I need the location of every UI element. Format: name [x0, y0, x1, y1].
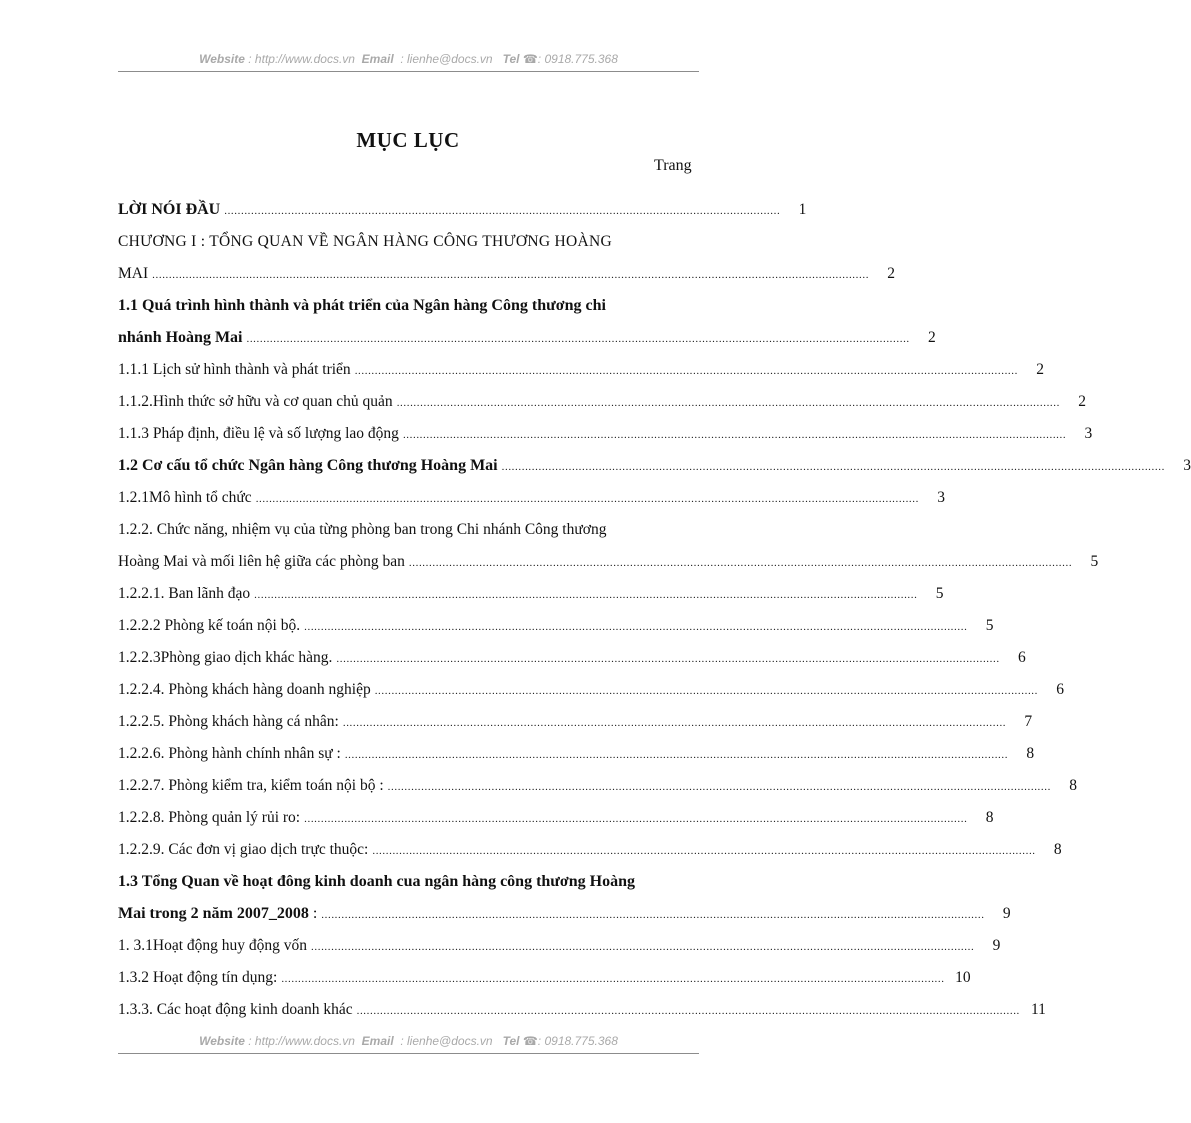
toc-entry-page: 8 [1069, 777, 1077, 794]
tel-value: : 0918.775.368 [537, 1034, 618, 1048]
toc-leader-dots: ...................................................................................................................................................................................................... [372, 845, 1036, 857]
toc-entry-text: 1.3 Tổng Quan về hoạt đông kinh doanh cua ngân hàng công thương Hoàng [118, 873, 636, 890]
toc-entry-title: Mai trong 2 năm 2007_2008 [118, 905, 309, 922]
email-value: : lienhe@docs.vn [400, 52, 493, 66]
website-value: : http://www.docs.vn [248, 52, 355, 66]
toc-entry-text: 1.2.2.6. Phòng hành chính nhân sự : [118, 745, 341, 762]
phone-icon: ☎ [522, 1034, 538, 1048]
toc-leader-dots: ...................................................................................................................................................................................................... [501, 461, 1165, 473]
toc-leader-dots: ...................................................................................................................................................................................................... [311, 941, 975, 953]
toc-entry-text: 1.2 Cơ cấu tổ chức Ngân hàng Công thương Hoàng Mai [118, 457, 498, 474]
toc-entry-text: 1.2.2.9. Các đơn vị giao dịch trực thuộc: [118, 841, 369, 858]
toc-leader-dots: ...................................................................................................................................................................................................... [321, 909, 985, 921]
toc-entry-line[interactable] [118, 521, 695, 539]
website-value: : http://www.docs.vn [248, 1034, 355, 1048]
toc-entry-page: 1 [798, 201, 807, 218]
toc-entry[interactable] [118, 425, 1093, 443]
toc-entry-page: 3 [937, 489, 945, 506]
toc-entry[interactable] [118, 745, 1035, 763]
toc-entry-page: 8 [985, 809, 994, 826]
toc-entry[interactable] [118, 809, 994, 827]
toc-leader-dots: ...................................................................................................................................................................... [224, 205, 781, 217]
toc-entry-text: 1.2.1Mô hình tổ chức [118, 489, 252, 506]
toc-entry-text: 1.2.2. Chức năng, nhiệm vụ của từng phòng ban trong Chi nhánh Công thương [118, 521, 607, 538]
toc-entry-text [118, 905, 317, 923]
tel-value: : 0918.775.368 [537, 52, 618, 66]
toc-entry-page: 2 [1036, 361, 1044, 378]
toc-entry[interactable] [118, 393, 1086, 411]
toc-entry[interactable] [118, 649, 1026, 667]
toc-entry-page: 9 [1002, 905, 1011, 922]
toc-entry-text: 1.2.2.8. Phòng quản lý rủi ro: [118, 809, 301, 826]
toc-entry[interactable] [118, 841, 1062, 859]
toc-entry[interactable] [118, 457, 1191, 475]
toc-leader-dots: ...................................................................................................................................................................................................... [387, 781, 1051, 793]
toc-entry-page: 9 [992, 937, 1001, 954]
toc-entry[interactable] [118, 969, 971, 987]
toc-entry-line[interactable] [118, 873, 695, 891]
website-label: Website [199, 1034, 245, 1048]
toc-entry-page: 5 [985, 617, 994, 634]
toc-entry-suffix: : [312, 905, 318, 922]
website-label: Website [199, 52, 245, 66]
toc-leader-dots: ...................................................................................................................................................................................................... [281, 973, 945, 985]
toc-entry-page: 7 [1024, 713, 1033, 730]
page-column-label: Trang [654, 157, 692, 174]
toc-entry-text: 1.2.2.1. Ban lãnh đạo [118, 585, 251, 602]
page-header [118, 52, 699, 66]
toc-entry-page: 3 [1084, 425, 1093, 442]
toc-entry[interactable] [118, 489, 945, 507]
toc-entry-page: 10 [955, 969, 971, 986]
toc-entry-line[interactable] [118, 297, 695, 315]
toc-leader-dots: ...................................................................................................................................................................................................... [344, 749, 1009, 761]
toc-entry[interactable] [118, 585, 944, 603]
toc-leader-dots: ...................................................................................................................................................................................................... [336, 653, 1000, 665]
toc-leader-dots: ...................................................................................................................................................................................................... [304, 621, 968, 633]
toc-leader-dots: ...................................................................................................................................................................................................... [354, 365, 1018, 377]
toc-entry[interactable] [118, 265, 896, 283]
tel-label: Tel [502, 52, 520, 66]
toc-leader-dots: ...................................................................................................................................................................................................... [356, 1005, 1020, 1017]
toc-leader-dots: ...................................................................................................................................................................................................... [246, 333, 910, 345]
toc-entry[interactable] [118, 361, 1044, 379]
toc-entry-text: 1.1.3 Pháp định, điều lệ và số lượng lao động [118, 425, 399, 442]
toc-entry-page: 3 [1183, 457, 1191, 474]
toc-entry-text: 1.3.2 Hoạt động tín dụng: [118, 969, 278, 986]
toc-entry-text: MAI [118, 265, 149, 282]
toc-entry-text: Hoàng Mai và mối liên hệ giữa các phòng ban [118, 553, 405, 570]
page-footer [118, 1034, 699, 1048]
toc-entry-text: 1.2.2.2 Phòng kế toán nội bộ. [118, 617, 301, 634]
toc-entry-text: 1.2.2.5. Phòng khách hàng cá nhân: [118, 713, 339, 730]
toc-entry-page: 2 [928, 329, 936, 346]
toc-entry[interactable] [118, 681, 1065, 699]
toc-entry-line[interactable] [118, 233, 695, 251]
toc-entry-text: nhánh Hoàng Mai [118, 329, 243, 346]
toc-leader-dots: ...................................................................................................................................................................................................... [374, 685, 1039, 697]
toc-entry-page: 8 [1026, 745, 1035, 762]
toc-leader-dots: ...................................................................................................................................................................................................... [396, 397, 1060, 409]
toc-entry-text: CHƯƠNG I : TỔNG QUAN VỀ NGÂN HÀNG CÔNG THƯƠNG HOÀNG [118, 233, 613, 250]
toc-entry-text: 1.3.3. Các hoạt động kinh doanh khác [118, 1001, 353, 1018]
toc-entry-text: 1.1.2.Hình thức sở hữu và cơ quan chủ quản [118, 393, 393, 410]
email-value: : lienhe@docs.vn [400, 1034, 493, 1048]
toc-entry-text: 1.1 Quá trình hình thành và phát triển của Ngân hàng Công thương chi [118, 297, 606, 314]
toc-entry-page: 2 [887, 265, 896, 282]
toc-entry-page: 11 [1030, 1001, 1046, 1018]
email-label: Email [361, 1034, 394, 1048]
toc-entry[interactable] [118, 1001, 1046, 1019]
phone-icon: ☎ [522, 52, 538, 66]
toc-entry-text: 1.1.1 Lịch sử hình thành và phát triển [118, 361, 351, 378]
toc-leader-dots: ...................................................................................................................................................................................................... [255, 493, 919, 505]
toc-entry[interactable] [118, 329, 936, 347]
toc-entry-page: 6 [1017, 649, 1026, 666]
toc-leader-dots: ...................................................................................................................................................................................................... [402, 429, 1067, 441]
toc-entry-page: 6 [1056, 681, 1065, 698]
page-title: MỤC LỤC [356, 128, 460, 152]
toc-leader-dots: ...................................................................................................................................................................................................................... [152, 269, 870, 281]
toc-entry-text: LỜI NÓI ĐẦU [118, 201, 221, 218]
toc-entry[interactable] [118, 777, 1077, 795]
toc-entry[interactable] [118, 905, 1011, 923]
toc-entry-page: 8 [1053, 841, 1062, 858]
toc-entry[interactable] [118, 553, 1099, 571]
toc-entry-page: 5 [935, 585, 944, 602]
toc-leader-dots: ...................................................................................................................................................................................................... [304, 813, 968, 825]
toc-entry-page: 2 [1078, 393, 1086, 410]
toc-entry[interactable] [118, 713, 1033, 731]
toc-entry-text: 1.2.2.4. Phòng khách hàng doanh nghiệp [118, 681, 371, 698]
header-rule [118, 71, 699, 72]
toc-entry-text: 1.2.2.3Phòng giao dịch khác hàng. [118, 649, 333, 666]
email-label: Email [361, 52, 394, 66]
toc-entry[interactable] [118, 201, 807, 219]
toc-leader-dots: ...................................................................................................................................................................................................... [254, 589, 918, 601]
toc-entry[interactable] [118, 617, 994, 635]
toc-entry-page: 5 [1090, 553, 1099, 570]
tel-label: Tel [502, 1034, 520, 1048]
toc-entry-text: 1. 3.1Hoạt động huy động vốn [118, 937, 308, 954]
toc-leader-dots: ...................................................................................................................................................................................................... [408, 557, 1073, 569]
footer-rule [118, 1053, 699, 1054]
toc-entry-text: 1.2.2.7. Phòng kiểm tra, kiểm toán nội bộ : [118, 777, 384, 794]
toc-leader-dots: ...................................................................................................................................................................................................... [342, 717, 1007, 729]
toc-entry[interactable] [118, 937, 1001, 955]
